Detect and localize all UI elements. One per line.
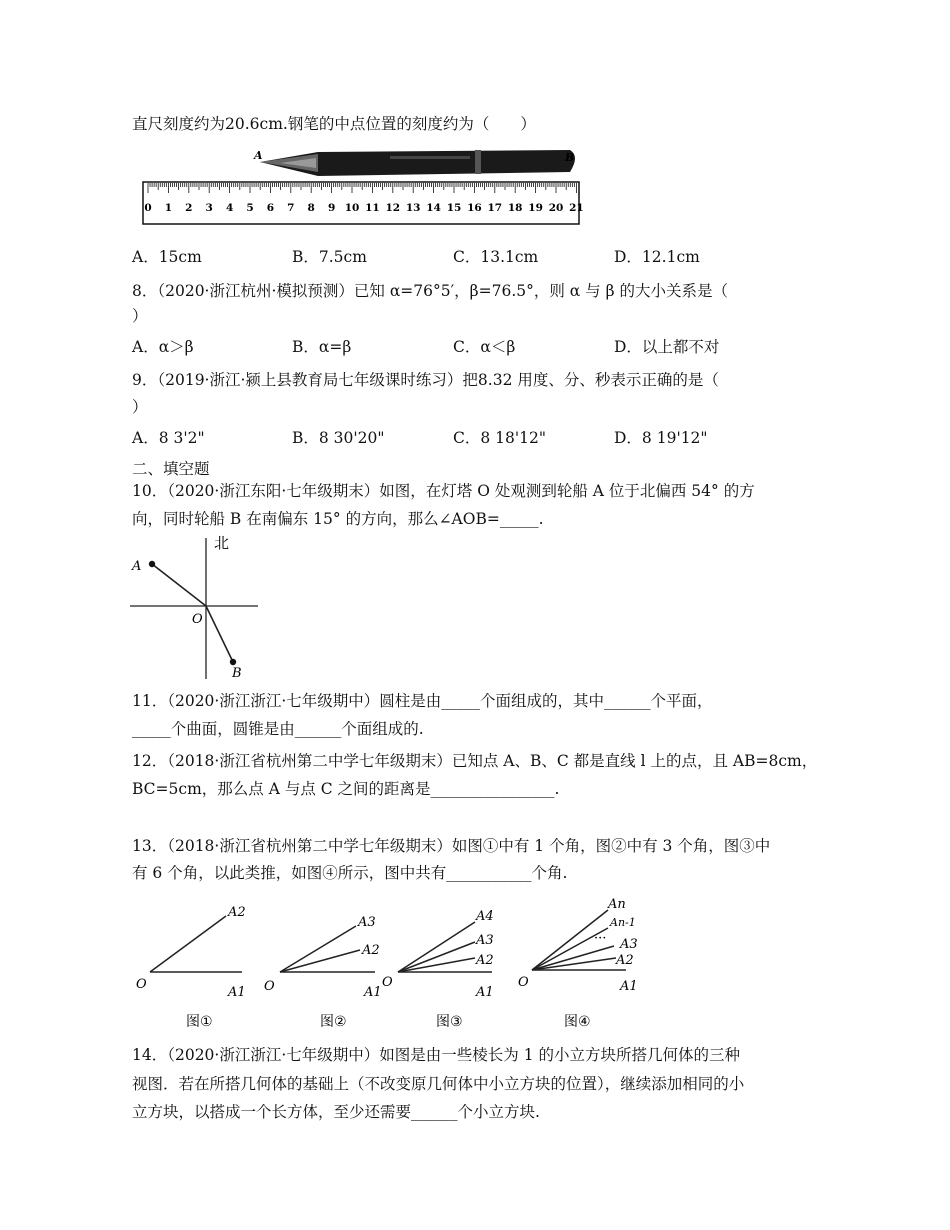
q9-option-a: A．8 3'2" [132, 429, 205, 447]
point-a [149, 561, 155, 567]
q7-option-b: B．7.5cm [292, 248, 367, 266]
fig1-a2: A2 [228, 905, 246, 920]
ruler-tick-label: 6 [266, 202, 275, 214]
q9-line1: 9．（2019·浙江·颍上县教育局七年级课时练习）把8.32 用度、分、秒表示正确的是（ [132, 371, 719, 389]
label-a: A [132, 559, 142, 574]
north-label: 北 [214, 534, 230, 552]
q8-option-d: D．以上都不对 [614, 338, 720, 356]
ruler-tick-label: 1 [164, 202, 173, 214]
ruler-pen-figure [140, 146, 585, 228]
compass-figure [128, 534, 263, 682]
pen-label-b: B [565, 151, 575, 164]
q7-option-c: C．13.1cm [453, 248, 539, 266]
ray-oa [152, 564, 206, 606]
fig1-a1: A1 [228, 985, 246, 1000]
ruler-tick-label: 8 [307, 202, 315, 214]
label-o: O [192, 612, 203, 627]
point-b [230, 659, 236, 665]
q14-line1: 14．（2020·浙江浙江·七年级期中）如图是由一些棱长为 1 的小立方块所搭几何体的三种 [132, 1046, 740, 1064]
angle-figure-3 [382, 909, 494, 1030]
q9-option-c: C．8 18'12" [453, 429, 546, 447]
pen-icon [260, 150, 575, 176]
fig2-a1: A1 [364, 985, 382, 1000]
fig3-a3: A3 [476, 933, 494, 948]
q10-line1: 10．（2020·浙江东阳·七年级期末）如图，在灯塔 O 处观测到轮船 A 位于北偏西 54° 的方 [132, 482, 755, 500]
ruler-tick-label: 16 [467, 202, 482, 214]
fig3-o: O [382, 975, 393, 990]
ruler-tick-label: 0 [144, 202, 152, 214]
q13-line1: 13．（2018·浙江省杭州第二中学七年级期末）如图①中有 1 个角，图②中有 3 个角，图③中 [132, 837, 771, 855]
pen-label-a: A [254, 149, 263, 162]
q14-line2: 视图．若在所搭几何体的基础上（不改变原几何体中小立方块的位置），继续添加相同的小 [132, 1075, 745, 1093]
ruler-tick-label: 15 [446, 202, 462, 214]
caption-fig1: 图① [186, 1014, 213, 1030]
angle-figure-1 [136, 905, 246, 1030]
fig4-a2: A2 [616, 953, 634, 968]
caption-fig2: 图② [320, 1014, 347, 1030]
q11-line2: _____个曲面，圆锥是由______个面组成的. [132, 720, 424, 738]
angle-figure-2 [264, 915, 382, 1030]
ruler-tick-label: 4 [225, 202, 234, 214]
ruler-tick-label: 19 [528, 202, 543, 214]
fig3-a1: A1 [476, 985, 494, 1000]
section-title: 二、填空题 [132, 460, 210, 478]
q10-line2: 向，同时轮船 B 在南偏东 15° 的方向，那么∠AOB=_____. [132, 510, 544, 528]
q8-option-b: B．α=β [292, 338, 352, 356]
fig4-an-1: An-1 [610, 916, 636, 929]
caption-fig3: 图③ [436, 1014, 463, 1030]
q9-option-b: B．8 30'20" [292, 429, 385, 447]
fig4-a1: A1 [620, 979, 638, 994]
q12-line2: BC=5cm，那么点 A 与点 C 之间的距离是________________. [132, 780, 560, 798]
ruler-tick-label: 9 [327, 202, 336, 214]
q9-line2: ） [132, 398, 148, 416]
fig1-o: O [136, 977, 147, 992]
ruler-tick-label: 12 [385, 202, 401, 214]
q9-option-d: D．8 19'12" [614, 429, 708, 447]
q7-text: 直尺刻度约为20.6cm.钢笔的中点位置的刻度约为（ ） [132, 115, 536, 133]
q11-line1: 11．（2020·浙江浙江·七年级期中）圆柱是由_____个面组成的，其中______个平面， [132, 692, 713, 710]
fig2-o: O [264, 979, 275, 994]
q13-line2: 有 6 个角，以此类推，如图④所示，图中共有___________个角. [132, 864, 568, 882]
ruler-tick-label: 7 [287, 202, 295, 214]
ruler-tick-label: 18 [507, 202, 523, 214]
ruler-tick-label: 21 [569, 202, 584, 214]
angle-figure-4 [518, 897, 638, 1030]
q8-option-a: A．α＞β [132, 338, 194, 356]
q8-line2: ） [132, 307, 148, 325]
fig4-a3: A3 [620, 937, 638, 952]
fig3-a4: A4 [476, 909, 494, 924]
caption-fig4: 图④ [564, 1014, 591, 1030]
ruler-tick-label: 11 [365, 202, 380, 214]
q12-line1: 12．（2018·浙江省杭州第二中学七年级期末）已知点 A、B、C 都是直线 l 上的点，且 AB=8cm， [132, 752, 818, 770]
ray-ob [206, 606, 233, 662]
fig4-o: O [518, 975, 529, 990]
q8-line1: 8．（2020·浙江杭州·模拟预测）已知 α=76°5′，β=76.5°，则 α 与 β 的大小关系是（ [132, 282, 728, 300]
ruler-tick-label: 17 [487, 202, 503, 214]
ruler-tick-label: 2 [185, 202, 193, 214]
ruler-tick-label: 3 [205, 202, 213, 214]
fig2-a2: A2 [362, 943, 380, 958]
fig2-a3: A3 [358, 915, 376, 930]
q8-option-c: C．α＜β [453, 338, 516, 356]
ruler-tick-label: 14 [426, 202, 441, 214]
fig4-an: An [608, 897, 626, 912]
fig3-a2: A2 [476, 953, 494, 968]
label-b: B [232, 666, 242, 681]
angles-figure [130, 890, 646, 1032]
ruler-tick-label: 13 [405, 202, 421, 214]
q7-option-d: D．12.1cm [614, 248, 700, 266]
ruler-tick-label: 10 [344, 202, 360, 214]
q14-line3: 立方块，以搭成一个长方体，至少还需要______个小立方块. [132, 1103, 540, 1121]
ruler-tick-label: 20 [548, 202, 564, 214]
q7-option-a: A．15cm [132, 248, 202, 266]
ruler-tick-label: 5 [246, 202, 254, 214]
fig4-dots: ··· [594, 931, 607, 946]
